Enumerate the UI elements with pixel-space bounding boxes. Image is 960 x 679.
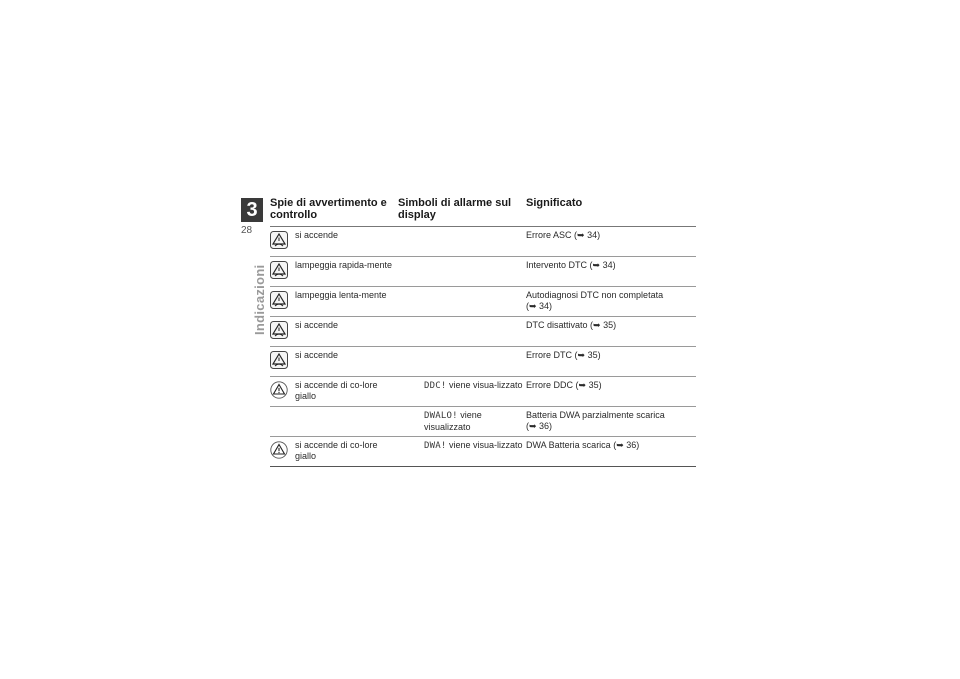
display-symbol-cell bbox=[398, 317, 526, 346]
header-display-symbols: Simboli di allarme sul display bbox=[398, 197, 512, 221]
warning-light-cell bbox=[270, 227, 398, 256]
header-meaning: Significato bbox=[526, 197, 583, 209]
display-text: viene visua-lizzato bbox=[449, 380, 523, 390]
meaning-cell bbox=[526, 437, 696, 466]
page-number: 28 bbox=[241, 225, 253, 236]
asc-dtc-warning-icon bbox=[270, 230, 295, 249]
meaning-cell bbox=[526, 257, 696, 286]
display-symbol-cell bbox=[398, 287, 526, 316]
asc-dtc-warning-icon bbox=[270, 260, 295, 279]
light-status: si accende bbox=[295, 350, 339, 360]
table-row bbox=[270, 227, 696, 257]
light-status: si accende di co-lore giallo bbox=[295, 380, 378, 401]
display-code: DDC! bbox=[424, 381, 447, 391]
page-reference: (➥ 34) bbox=[526, 301, 553, 311]
meaning-text: Errore DDC bbox=[526, 380, 574, 390]
meaning-cell bbox=[526, 407, 696, 436]
display-text: viene visualizzato bbox=[424, 410, 482, 432]
asc-dtc-warning-icon bbox=[270, 320, 295, 339]
page-reference: (➥ 36) bbox=[613, 440, 640, 450]
meaning-text: DWA Batteria scarica bbox=[526, 440, 611, 450]
light-status: si accende bbox=[295, 320, 339, 330]
general-warning-icon bbox=[270, 440, 295, 459]
general-warning-icon bbox=[270, 380, 295, 399]
meaning-cell bbox=[526, 377, 696, 406]
chapter-number-badge bbox=[241, 198, 263, 222]
warning-light-cell bbox=[270, 287, 398, 316]
display-symbol-cell bbox=[398, 227, 526, 256]
table-header bbox=[270, 197, 696, 227]
meaning-text: Batteria DWA parzialmente scarica bbox=[526, 410, 665, 420]
display-symbol-cell bbox=[398, 257, 526, 286]
light-status: lampeggia lenta-mente bbox=[295, 290, 387, 300]
warning-light-cell bbox=[270, 317, 398, 346]
table-row bbox=[270, 377, 696, 407]
asc-dtc-warning-icon bbox=[270, 350, 295, 369]
table-row bbox=[270, 437, 696, 467]
display-symbol-cell bbox=[398, 347, 526, 376]
table-row bbox=[270, 407, 696, 437]
meaning-cell bbox=[526, 227, 696, 256]
display-symbol-cell bbox=[398, 377, 526, 406]
warning-light-cell bbox=[270, 377, 398, 406]
page-reference: (➥ 35) bbox=[575, 380, 602, 390]
meaning-text: Errore ASC bbox=[526, 230, 572, 240]
page-reference: (➥ 35) bbox=[590, 320, 617, 330]
display-code: DWALO! bbox=[424, 411, 458, 421]
meaning-text: Errore DTC bbox=[526, 350, 573, 360]
page-reference: (➥ 35) bbox=[574, 350, 601, 360]
warning-lights-table bbox=[270, 197, 696, 467]
chapter-number: 3 bbox=[246, 199, 258, 221]
meaning-text: Autodiagnosi DTC non completata bbox=[526, 290, 664, 300]
light-status: si accende bbox=[295, 230, 339, 240]
table-row bbox=[270, 287, 696, 317]
meaning-text: Intervento DTC bbox=[526, 260, 588, 270]
page-reference: (➥ 36) bbox=[526, 421, 553, 431]
chapter-title-vertical: Indicazioni bbox=[252, 264, 267, 335]
meaning-text: DTC disattivato bbox=[526, 320, 588, 330]
display-symbol-cell bbox=[398, 407, 526, 436]
warning-light-cell bbox=[270, 347, 398, 376]
table-row bbox=[270, 317, 696, 347]
header-warning-lights: Spie di avvertimento e controllo bbox=[270, 197, 387, 221]
display-text: viene visua-lizzato bbox=[449, 440, 523, 450]
warning-light-cell bbox=[270, 407, 398, 436]
table-row bbox=[270, 257, 696, 287]
table-row bbox=[270, 347, 696, 377]
asc-dtc-warning-icon bbox=[270, 290, 295, 309]
page-reference: (➥ 34) bbox=[574, 230, 601, 240]
meaning-cell bbox=[526, 347, 696, 376]
meaning-cell bbox=[526, 317, 696, 346]
display-symbol-cell bbox=[398, 437, 526, 466]
warning-light-cell bbox=[270, 437, 398, 466]
light-status: lampeggia rapida-mente bbox=[295, 260, 393, 270]
meaning-cell bbox=[526, 287, 696, 316]
warning-light-cell bbox=[270, 257, 398, 286]
display-code: DWA! bbox=[424, 441, 447, 451]
light-status: si accende di co-lore giallo bbox=[295, 440, 378, 461]
page-reference: (➥ 34) bbox=[589, 260, 616, 270]
